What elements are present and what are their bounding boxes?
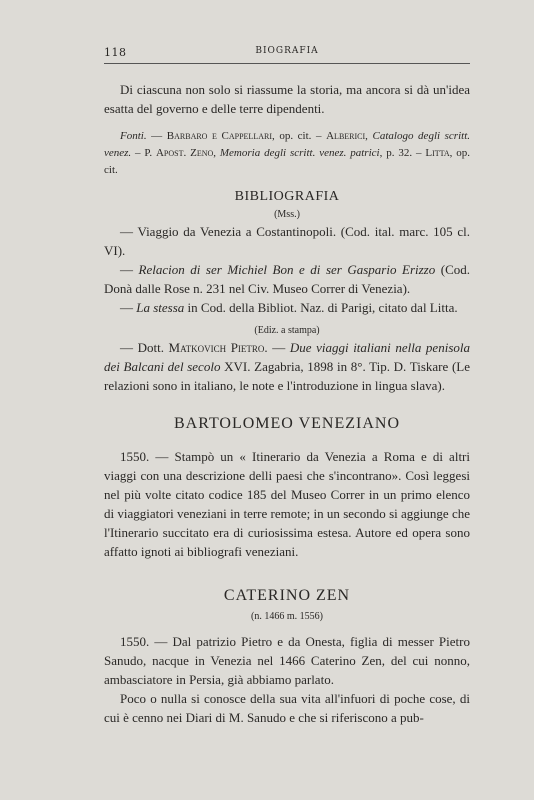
fonti-text-5: , p. 32. – [379,147,426,159]
running-title: BIOGRAFIA [255,46,319,56]
sources-note [104,128,470,179]
manuscript-entry-1: — Viaggio da Venezia a Costantinopoli. (Cod. ital. marc. 105 cl. VI). [104,224,470,258]
mss-label: (Mss.) [274,209,300,220]
printed-title: Due viaggi italiani nella penisola dei Balcani del secolo [104,340,470,374]
printed-info: XVI. Zagabria, 1898 in 8°. Tip. D. Tiskare (Le relazioni sono in italiano, le note e l'introduzione in lingua slava). [104,359,470,393]
page-number: 118 [104,46,127,59]
caterino-paragraph-2: Poco o nulla si conosce della sua vita all'infuori di poche cose, di cui è cenno nei Diari di M. Sanudo e che si riferiscono a pub- [104,691,470,725]
fonti-text-6: , op. cit. [104,147,471,176]
caterino-dates: (n. 1466 m. 1556) [251,611,323,622]
entry-dash: — [120,300,137,315]
intro-paragraph: Di ciascuna non solo si riassume la storia, ma ancora si dà un'idea esatta del governo e delle terre dipendenti. [104,82,470,116]
manuscript-title-2: Relacion di ser Michiel Bon e di ser Gaspario Erizzo [138,262,436,277]
fonti-label: Fonti. [120,130,147,142]
caterino-heading: CATERINO ZEN [223,587,351,604]
entry-dash: — [120,262,139,277]
page-body [104,80,470,727]
fonti-dash: — [146,130,167,142]
fonti-author-2: Alberici [326,130,366,142]
manuscript-entry-3 [104,298,470,317]
fonti-text-3: – P. [131,147,156,159]
manuscript-entry-2 [104,260,470,298]
printed-author: Matkovich Pietro [168,340,265,355]
fonti-author-1: Barbaro e Cappellari [166,130,272,142]
fonti-author-3: Apost. Zeno [155,147,214,159]
fonti-author-4: Litta [425,147,450,159]
bartolomeo-paragraph: 1550. — Stampò un « Itinerario da Venezia a Roma e di altri viaggi con una descrizione delli paesi che s'incontrano». Così leggesi nel più volte citato codice 185 del Museo Correr in un primo elenco di viaggiatori veneziani in terre remote; in un secondo si aggiunge che l'Itinerario succitato era di curiosissima estesa. Autore ed opera sono affatto ignoti ai bibliografi veneziani. [104,449,470,559]
manuscript-info-3: in Cod. della Bibliot. Naz. di Parigi, citato dal Litta. [184,300,458,315]
header-rule [104,63,470,64]
printed-sep: . — [264,340,290,355]
stampa-label: (Ediz. a stampa) [254,325,320,336]
fonti-title-2: Memoria degli scritt. venez. patrici [219,147,380,159]
fonti-title-1: Catalogo degli scritt. venez. [104,130,471,159]
bartolomeo-heading: BARTOLOMEO VENEZIANO [174,415,400,432]
fonti-text-4: , [213,147,220,159]
bibliografia-heading: BIBLIOGRAFIA [234,189,340,204]
manuscript-title-3: La stessa [136,300,185,315]
fonti-text-1: , op. cit. – [271,130,327,142]
printed-entry-1 [104,338,470,395]
manuscript-info-2: (Cod. Donà dalle Rose n. 231 nel Civ. Museo Correr di Venezia). [104,262,471,296]
printed-prefix: — Dott. [120,340,169,355]
fonti-text-2: , [365,130,373,142]
caterino-paragraph-1: 1550. — Dal patrizio Pietro e da Onesta, figlia di messer Pietro Sanudo, nacque in Venezia nel 1466 Caterino Zen, del cui nonno, ambasciatore in Persia, già abbiamo parlato. [104,634,470,687]
